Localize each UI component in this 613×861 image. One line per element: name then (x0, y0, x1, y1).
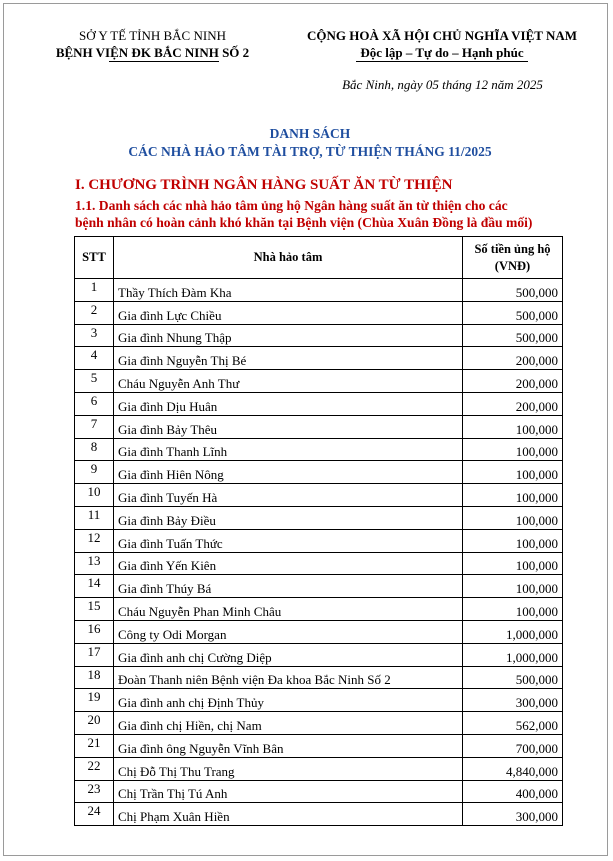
row-donor-name: Đoàn Thanh niên Bệnh viện Đa khoa Bắc Ninh Số 2 (114, 666, 463, 689)
row-stt: 13 (75, 552, 114, 575)
row-donor-name: Gia đình Thanh Lĩnh (114, 438, 463, 461)
row-amount: 1,000,000 (463, 643, 563, 666)
row-stt: 6 (75, 392, 114, 415)
row-amount: 300,000 (463, 689, 563, 712)
row-amount: 500,000 (463, 324, 563, 347)
table-row (75, 689, 563, 712)
table-header-row (75, 237, 563, 279)
row-stt: 18 (75, 666, 114, 689)
row-amount: 500,000 (463, 301, 563, 324)
row-amount: 100,000 (463, 461, 563, 484)
row-stt: 11 (75, 506, 114, 529)
row-stt: 14 (75, 575, 114, 598)
row-donor-name: Gia đình Nguyễn Thị Bé (114, 347, 463, 370)
row-stt: 20 (75, 712, 114, 735)
table-row (75, 666, 563, 689)
table-row (75, 438, 563, 461)
row-donor-name: Gia đình Bảy Điều (114, 506, 463, 529)
motto-underline (356, 61, 528, 62)
issuing-organization (40, 27, 265, 61)
row-amount: 400,000 (463, 780, 563, 803)
table-row (75, 803, 563, 826)
table-row (75, 279, 563, 302)
row-stt: 9 (75, 461, 114, 484)
row-donor-name: Chị Đỗ Thị Thu Trang (114, 757, 463, 780)
row-donor-name: Gia đình Bảy Thêu (114, 415, 463, 438)
row-amount: 700,000 (463, 734, 563, 757)
row-stt: 17 (75, 643, 114, 666)
table-row (75, 370, 563, 393)
table-row (75, 484, 563, 507)
row-stt: 12 (75, 529, 114, 552)
nation-line-1: CỘNG HOÀ XÃ HỘI CHỦ NGHĨA VIỆT NAM (306, 28, 578, 43)
row-stt: 8 (75, 438, 114, 461)
table-row (75, 506, 563, 529)
org-underline (109, 61, 219, 62)
nation-line-2: Độc lập – Tự do – Hạnh phúc (360, 45, 524, 60)
row-stt: 3 (75, 324, 114, 347)
org-line-1: SỞ Y TẾ TỈNH BẮC NINH (79, 28, 226, 43)
document-date: Bắc Ninh, ngày 05 tháng 12 năm 2025 (342, 77, 543, 92)
section-heading: I. CHƯƠNG TRÌNH NGÂN HÀNG SUẤT ĂN TỪ THIỆN (75, 177, 453, 193)
row-stt: 5 (75, 370, 114, 393)
org-line-2: BỆNH VIỆN ĐK BẮC NINH SỐ 2 (55, 45, 250, 60)
row-amount: 562,000 (463, 712, 563, 735)
row-donor-name: Gia đình Dịu Huân (114, 392, 463, 415)
row-stt: 24 (75, 803, 114, 826)
table-row (75, 734, 563, 757)
row-amount: 100,000 (463, 484, 563, 507)
table-row (75, 347, 563, 370)
row-amount: 1,000,000 (463, 620, 563, 643)
table-row (75, 620, 563, 643)
row-donor-name: Chị Trần Thị Tú Anh (114, 780, 463, 803)
row-donor-name: Chị Phạm Xuân Hiền (114, 803, 463, 826)
row-donor-name: Gia đình anh chị Cường Diệp (114, 643, 463, 666)
document-title (60, 125, 560, 161)
table-row (75, 529, 563, 552)
table-row (75, 757, 563, 780)
row-amount: 4,840,000 (463, 757, 563, 780)
table-row (75, 643, 563, 666)
row-stt: 15 (75, 598, 114, 621)
title-line-2: CÁC NHÀ HẢO TÂM TÀI TRỢ, TỪ THIỆN THÁNG 11/2025 (128, 144, 492, 159)
row-amount: 500,000 (463, 279, 563, 302)
row-donor-name: Công ty Odi Morgan (114, 620, 463, 643)
row-stt: 10 (75, 484, 114, 507)
row-donor-name: Gia đình Hiên Nông (114, 461, 463, 484)
row-donor-name: Gia đình Tuyến Hà (114, 484, 463, 507)
row-stt: 2 (75, 301, 114, 324)
row-donor-name: Thầy Thích Đàm Kha (114, 279, 463, 302)
row-donor-name: Gia đình Thúy Bá (114, 575, 463, 598)
row-stt: 7 (75, 415, 114, 438)
table-row (75, 461, 563, 484)
column-header-amount (463, 237, 563, 279)
row-donor-name: Gia đình anh chị Định Thủy (114, 689, 463, 712)
table-row (75, 780, 563, 803)
row-donor-name: Cháu Nguyễn Phan Minh Châu (114, 598, 463, 621)
row-amount: 100,000 (463, 506, 563, 529)
donor-table-body (75, 279, 563, 826)
row-amount: 200,000 (463, 392, 563, 415)
row-stt: 16 (75, 620, 114, 643)
title-line-1: DANH SÁCH (269, 126, 351, 141)
row-amount: 100,000 (463, 415, 563, 438)
subsection-line-1: 1.1. Danh sách các nhà hảo tâm ủng hộ Ngân hàng suất ăn từ thiện cho các (75, 198, 508, 213)
row-stt: 19 (75, 689, 114, 712)
table-row (75, 392, 563, 415)
row-amount: 100,000 (463, 598, 563, 621)
row-amount: 100,000 (463, 438, 563, 461)
table-row (75, 301, 563, 324)
column-header-donor: Nhà hảo tâm (114, 237, 463, 279)
national-motto (292, 27, 592, 61)
amount-header-line-2: (VNĐ) (494, 258, 531, 273)
row-amount: 100,000 (463, 529, 563, 552)
row-amount: 300,000 (463, 803, 563, 826)
subsection-heading (75, 197, 575, 231)
row-stt: 4 (75, 347, 114, 370)
row-stt: 1 (75, 279, 114, 302)
row-donor-name: Cháu Nguyễn Anh Thư (114, 370, 463, 393)
table-row (75, 712, 563, 735)
row-donor-name: Gia đình Nhung Thập (114, 324, 463, 347)
table-row (75, 415, 563, 438)
row-amount: 500,000 (463, 666, 563, 689)
row-donor-name: Gia đình ông Nguyễn Vĩnh Bân (114, 734, 463, 757)
donor-table (74, 236, 563, 826)
column-header-stt: STT (75, 237, 114, 279)
row-stt: 21 (75, 734, 114, 757)
table-row (75, 552, 563, 575)
row-amount: 200,000 (463, 370, 563, 393)
table-row (75, 324, 563, 347)
row-amount: 200,000 (463, 347, 563, 370)
table-row (75, 575, 563, 598)
row-stt: 23 (75, 780, 114, 803)
row-stt: 22 (75, 757, 114, 780)
row-amount: 100,000 (463, 552, 563, 575)
row-donor-name: Gia đình chị Hiền, chị Nam (114, 712, 463, 735)
table-row (75, 598, 563, 621)
row-donor-name: Gia đình Tuấn Thức (114, 529, 463, 552)
row-donor-name: Gia đình Yến Kiên (114, 552, 463, 575)
amount-header-line-1: Số tiền ủng hộ (474, 241, 551, 256)
row-donor-name: Gia đình Lực Chiều (114, 301, 463, 324)
row-amount: 100,000 (463, 575, 563, 598)
subsection-line-2: bệnh nhân có hoàn cảnh khó khăn tại Bệnh viện (Chùa Xuân Đồng là đầu mối) (75, 215, 533, 230)
